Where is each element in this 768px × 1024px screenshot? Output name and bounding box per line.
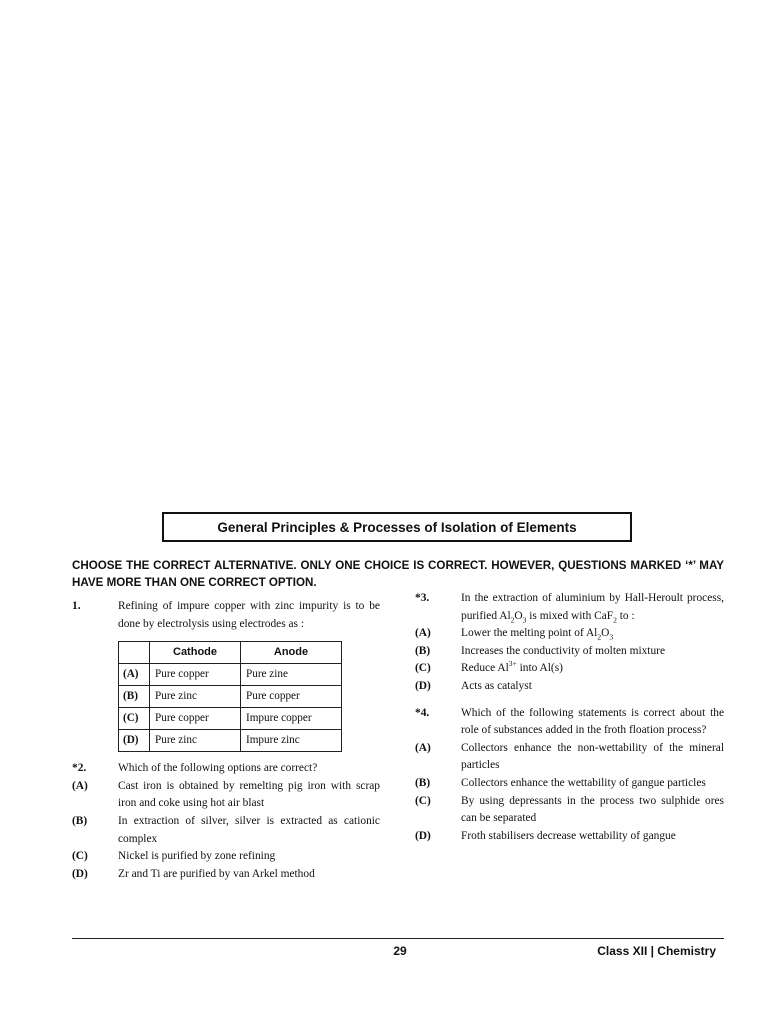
subscript: 3: [522, 614, 527, 624]
electrode-table: [118, 641, 342, 752]
anode-cell: Impure copper: [241, 708, 342, 730]
option-text: Collectors enhance the non-wettability of the mineral particles: [461, 741, 724, 772]
table-corner: [119, 642, 150, 664]
option-text: In extraction of silver, silver is extracted as cationic complex: [118, 814, 380, 845]
superscript: 3+: [508, 659, 517, 669]
text-part: In the extraction of aluminium by Hall-Heroult process, purified Al: [461, 592, 724, 622]
table-header: Cathode: [150, 642, 241, 664]
anode-cell: Impure zinc: [241, 730, 342, 752]
question-number: *4.: [415, 706, 430, 719]
text-part: O: [601, 627, 610, 640]
option: [72, 813, 380, 848]
text-part: into Al(s): [516, 662, 563, 675]
footer-divider: [72, 938, 724, 939]
option-label: (A): [72, 779, 88, 792]
option: [415, 625, 724, 643]
text-part: Reduce Al: [461, 662, 509, 675]
option-label: (D): [415, 679, 431, 692]
question-number: *2.: [72, 762, 87, 775]
option-label: (B): [415, 776, 431, 789]
cathode-cell: Pure zinc: [150, 686, 241, 708]
question-text: Which of the following options are correct?: [118, 762, 318, 775]
spacer: [415, 696, 724, 705]
row-label: (C): [119, 708, 150, 730]
option: [72, 848, 380, 866]
row-label: (A): [119, 664, 150, 686]
cathode-cell: Pure copper: [150, 708, 241, 730]
option: [415, 740, 724, 775]
option-label: (A): [415, 627, 431, 640]
option-text: Cast iron is obtained by remelting pig iron with scrap iron and coke using hot air blast: [118, 779, 380, 810]
question-text: Refining of impure copper with zinc impurity is to be done by electrolysis using electrodes as :: [118, 600, 380, 630]
option-label: (B): [72, 814, 88, 827]
option-text: Collectors enhance the wettability of gangue particles: [461, 776, 706, 789]
row-label: (B): [119, 686, 150, 708]
text-part: O: [514, 609, 523, 622]
question-4: [415, 705, 724, 740]
text-part: to :: [616, 609, 635, 622]
question-number: *3.: [415, 592, 430, 604]
subscript: 3: [609, 632, 614, 642]
option-text: Acts as catalyst: [461, 679, 532, 692]
cathode-cell: Pure copper: [150, 664, 241, 686]
question-number: 1.: [72, 600, 81, 612]
question-text: Which of the following statements is correct about the role of substances added in the froth floation process?: [461, 706, 724, 737]
option-label: (C): [415, 662, 431, 675]
text-part: is mixed with CaF: [526, 609, 614, 622]
table-row: [119, 664, 342, 686]
instructions: CHOOSE THE CORRECT ALTERNATIVE. ONLY ONE CHOICE IS CORRECT. HOWEVER, QUESTIONS MARKED ‘*’ MAY HAVE MORE THAN ONE CORRECT OPTION.: [72, 559, 724, 589]
option-text: By using depressants in the process two sulphide ores can be separated: [461, 794, 724, 825]
table-header: Anode: [241, 642, 342, 664]
option-text: Nickel is purified by zone refining: [118, 850, 276, 863]
option-label: (C): [72, 850, 88, 863]
option: [415, 775, 724, 793]
table-row: [119, 730, 342, 752]
option-label: (C): [415, 794, 431, 807]
row-label: (D): [119, 730, 150, 752]
text-part: Lower the melting point of Al: [461, 627, 598, 640]
option-label: (D): [72, 867, 88, 880]
subscript: 2: [597, 632, 602, 642]
option-label: (A): [415, 741, 431, 754]
option: [72, 866, 380, 884]
subscript: 2: [510, 614, 515, 624]
option-text: Zr and Ti are purified by van Arkel method: [118, 867, 315, 880]
option-text: [461, 659, 563, 675]
footer-course-label: Class XII | Chemistry: [597, 944, 716, 958]
option-label: (D): [415, 829, 431, 842]
table-header-row: [119, 642, 342, 664]
option: [415, 643, 724, 661]
anode-cell: Pure copper: [241, 686, 342, 708]
question-2: [72, 760, 380, 778]
option: [415, 828, 724, 846]
option-label: (B): [415, 644, 431, 657]
cathode-cell: Pure zinc: [150, 730, 241, 752]
table-row: [119, 708, 342, 730]
question-text: [461, 590, 724, 625]
left-column: [72, 598, 380, 883]
question-3: [415, 590, 724, 625]
page-number: 29: [393, 944, 407, 958]
anode-cell: Pure zine: [241, 664, 342, 686]
subscript: 2: [613, 614, 617, 624]
option: [415, 660, 724, 678]
question-1: [72, 598, 380, 633]
option: [415, 793, 724, 828]
section-title: General Principles & Processes of Isolation of Elements: [162, 512, 632, 542]
table-row: [119, 686, 342, 708]
option: [415, 678, 724, 696]
option-text: Froth stabilisers decrease wettability of gangue: [461, 829, 676, 842]
option-text: [461, 627, 614, 642]
option-text: Increases the conductivity of molten mixture: [461, 644, 666, 657]
right-column: [415, 590, 724, 845]
option: [72, 778, 380, 813]
